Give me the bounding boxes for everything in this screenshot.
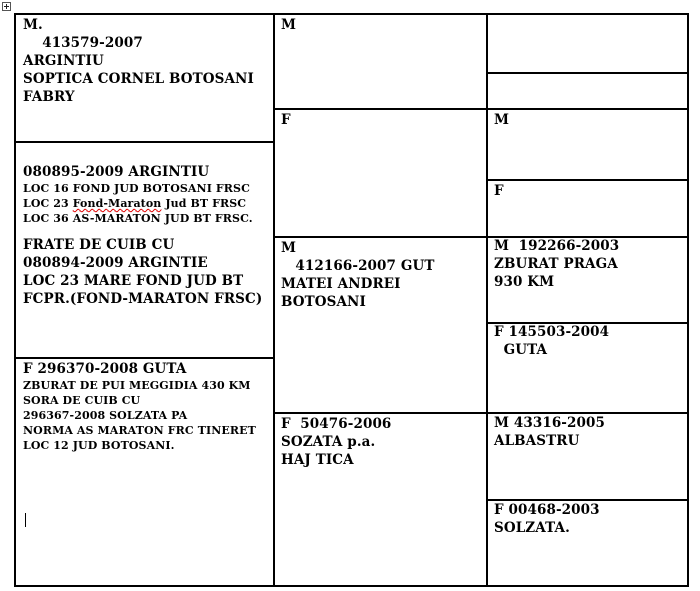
row-divider <box>486 179 689 181</box>
result-line-suffix: Jud BT FRSC <box>161 197 247 210</box>
distance: 930 KM <box>494 274 555 290</box>
ancestor-cell <box>494 501 600 537</box>
sex-label: M <box>494 112 510 128</box>
owner-name: MATEI ANDREI <box>281 276 401 292</box>
bird-color: GUTA <box>494 342 548 358</box>
row-divider <box>486 108 689 110</box>
result-line: LOC 16 FOND JUD BOTOSANI FRSC <box>23 182 250 195</box>
ancestor-cell <box>494 111 509 129</box>
sex-label: F <box>494 183 504 199</box>
sex-label: M <box>281 240 297 256</box>
bird-name: SOZATA p.a. <box>281 434 376 450</box>
ancestor-cell <box>494 237 619 291</box>
row-divider <box>273 412 488 414</box>
bird-color: ALBASTRU <box>494 433 580 449</box>
dam-result: LOC 12 JUD BOTOSANI. <box>23 439 175 452</box>
ancestor-cell <box>494 414 605 450</box>
ancestor-cell <box>494 323 609 359</box>
row-divider <box>273 236 488 238</box>
ring-number: M 43316-2005 <box>494 415 605 431</box>
column-divider <box>273 15 275 585</box>
sibling-line: FCPR.(FOND-MARATON FRSC) <box>23 291 263 307</box>
pedigree-table <box>14 13 689 587</box>
dam-ring: F 296370-2008 GUTA <box>23 361 187 377</box>
sibling-line: 080894-2009 ARGINTIE <box>23 255 208 271</box>
bird-color: ARGINTIU <box>23 53 104 69</box>
ring-number: F 00468-2003 <box>494 502 600 518</box>
dam-parent-cell <box>281 415 391 469</box>
owner-city: BOTOSANI <box>281 294 366 310</box>
spellcheck-word: Fond-Maraton <box>72 197 162 210</box>
result-line: LOC 36 AS-MARATON JUD BT FRSC. <box>23 212 253 225</box>
ring-number: F 145503-2004 <box>494 324 610 340</box>
sex-label: M <box>281 17 297 33</box>
granddam-cell <box>281 111 291 129</box>
sex-label: M. <box>23 17 43 33</box>
bird-name: HAJ TICA <box>281 452 354 468</box>
dam-result: ZBURAT DE PUI MEGGIDIA 430 KM <box>23 379 251 392</box>
sibling-results-cell <box>23 163 262 308</box>
row-divider <box>16 141 273 143</box>
sibling-ring: 080895-2009 ARGINTIU <box>23 164 210 180</box>
table-move-handle-icon[interactable] <box>2 2 11 11</box>
dam-result: SORA DE CUIB CU <box>23 394 141 407</box>
bird-name: SOLZATA. <box>494 520 570 536</box>
subject-bird-cell <box>23 16 254 106</box>
text-cursor <box>25 513 26 527</box>
sex-label: F <box>281 112 291 128</box>
row-divider <box>273 108 488 110</box>
ring-number: 412166-2007 GUT <box>281 258 435 274</box>
ring-number: F 50476-2006 <box>281 416 392 432</box>
dam-result: 296367-2008 SOLZATA PA <box>23 409 188 422</box>
sibling-line: FRATE DE CUIB CU <box>23 237 175 253</box>
owner-name: SOPTICA CORNEL BOTOSANI <box>23 71 254 87</box>
dam-result: NORMA AS MARATON FRC TINERET <box>23 424 256 437</box>
sibling-line: LOC 23 MARE FOND JUD BT <box>23 273 244 289</box>
sire-cell <box>281 239 434 311</box>
result-line: ZBURAT PRAGA <box>494 256 618 272</box>
ancestor-cell <box>494 182 504 200</box>
dam-cell <box>23 360 256 453</box>
ring-number: M 192266-2003 <box>494 238 620 254</box>
result-line-prefix: LOC 23 <box>23 197 73 210</box>
row-divider <box>16 357 273 359</box>
row-divider <box>486 72 689 74</box>
result-line <box>23 196 262 211</box>
grandsire-cell <box>281 16 296 34</box>
ring-number: 413579-2007 <box>23 35 143 51</box>
bird-name: FABRY <box>23 89 75 105</box>
